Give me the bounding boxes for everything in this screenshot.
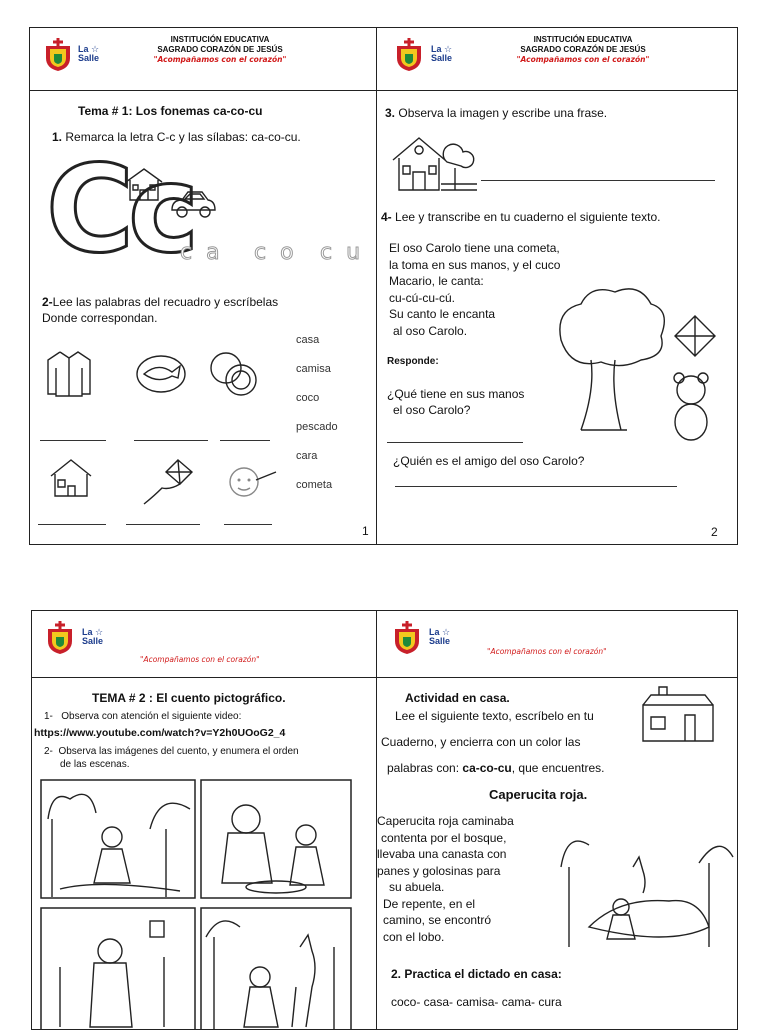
poem-text <box>389 240 560 339</box>
answer-line <box>134 440 208 441</box>
lasalle-logo: La ☆ Salle <box>431 44 453 63</box>
exercise-text: Lee y transcribe en tu cuaderno el siguiente texto. <box>395 210 661 224</box>
story-line: De repente, en el <box>383 896 476 911</box>
bear-tree-illustration <box>551 280 731 450</box>
school-name-line2: SAGRADO CORAZÓN DE JESÚS <box>520 45 646 54</box>
word-list <box>296 326 338 500</box>
step-number: 2- <box>44 746 53 757</box>
respond-label: Responde: <box>387 356 439 367</box>
big-letters-cc: Cc <box>46 141 194 280</box>
step-text-line1: Observa las imágenes del cuento, y enumera el orden <box>58 746 299 757</box>
school-shield-logo <box>395 38 423 72</box>
story-line: su abuela. <box>389 880 445 894</box>
answer-line <box>40 440 106 441</box>
school-name-line1: INSTITUCIÓN EDUCATIVA <box>533 35 633 44</box>
topic-title: Tema # 1: Los fonemas ca-co-cu <box>78 104 263 118</box>
step-1 <box>44 711 241 722</box>
exercise-3 <box>385 106 607 120</box>
exercise-text: Observa la imagen y escribe una frase. <box>398 106 608 120</box>
header-divider <box>377 677 737 678</box>
story-text <box>377 813 514 945</box>
word-item: cometa <box>296 479 333 491</box>
school-header <box>30 28 376 88</box>
answer-line <box>387 442 523 443</box>
story-scene-1 <box>40 779 196 899</box>
school-name-line2: SAGRADO CORAZÓN DE JESÚS <box>157 45 283 54</box>
answer-line <box>38 524 106 525</box>
dictation-words: coco- casa- camisa- cama- cura <box>391 995 562 1009</box>
poem-line: Macario, le canta: <box>389 274 484 288</box>
video-link[interactable]: https://www.youtube.com/watch?v=Y2h0UOoG2_4 <box>34 727 286 739</box>
story-line: contenta por el bosque, <box>381 830 507 845</box>
worksheet-page-3 <box>31 610 377 1030</box>
header-divider <box>30 90 376 91</box>
activity-title: Actividad en casa. <box>405 691 510 705</box>
page-number: 1 <box>362 524 369 538</box>
lasalle-logo: La ☆ Salle <box>82 627 104 646</box>
syllable-ca: ca <box>180 240 234 265</box>
worksheet-page-1 <box>29 27 377 545</box>
question-line: ¿Qué tiene en sus manos <box>387 387 525 401</box>
school-shield-logo <box>393 621 421 655</box>
school-shield-logo <box>44 38 72 72</box>
kite-icon <box>140 458 194 506</box>
story-line: llevaba una canasta con <box>377 847 507 861</box>
word-item: casa <box>296 334 320 346</box>
lasalle-logo: La ☆ Salle <box>429 627 451 646</box>
exercise-number: 2- <box>42 295 53 309</box>
highlight-syllables: ca-co-cu <box>462 761 512 775</box>
step-text: Observa con atención el siguiente video: <box>61 711 242 722</box>
dictation-title: 2. Practica el dictado en casa: <box>391 967 562 981</box>
story-scene-4 <box>200 907 352 1030</box>
answer-line <box>481 180 715 181</box>
story-line: con el lobo. <box>383 929 445 944</box>
story-title: Caperucita roja. <box>489 787 588 802</box>
exercise-4 <box>381 210 661 224</box>
topic-title: TEMA # 2 : El cuento pictográfico. <box>92 691 286 705</box>
school-motto: "Acompañamos con el corazón" <box>516 55 650 64</box>
poem-line: Su canto le encanta <box>389 307 496 321</box>
school-motto: "Acompañamos con el corazón" <box>487 647 607 656</box>
question-1 <box>387 386 524 418</box>
story-line: camino, se encontró <box>383 913 492 927</box>
school-header <box>377 28 737 88</box>
exercise-number: 1. <box>52 130 63 144</box>
story-line: panes y golosinas para <box>377 863 501 878</box>
house-icon <box>641 685 715 743</box>
answer-line <box>220 440 270 441</box>
school-header <box>377 611 737 675</box>
little-red-riding-hood-illustration <box>549 827 735 953</box>
word-item: coco <box>296 392 320 404</box>
exercise-2 <box>42 294 278 326</box>
story-line: Caperucita roja caminaba <box>377 814 514 828</box>
exercise-text: Remarca la letra C-c y las sílabas: ca-co-cu. <box>65 130 301 144</box>
exercise-number: 3. <box>385 106 396 120</box>
exercise-number: 4- <box>381 210 392 224</box>
poem-line: al oso Carolo. <box>393 323 468 338</box>
word-item: pescado <box>296 421 338 433</box>
question-line: el oso Carolo? <box>393 403 471 417</box>
lasalle-logo: La ☆ Salle <box>78 44 100 63</box>
poem-line: El oso Carolo tiene una cometa, <box>389 241 560 255</box>
school-motto: "Acompañamos con el corazón" <box>140 655 260 664</box>
question-2: ¿Quién es el amigo del oso Carolo? <box>393 454 585 468</box>
exercise-text-line2: Donde correspondan. <box>42 311 158 325</box>
fish-plate-icon <box>134 350 188 396</box>
instruction-line1: Lee el siguiente texto, escríbelo en tu <box>395 709 594 723</box>
step-2 <box>44 745 299 771</box>
page-number: 2 <box>711 525 718 539</box>
worksheet-page-4 <box>376 610 738 1030</box>
header-divider <box>377 90 737 91</box>
house-icon <box>122 166 166 202</box>
step-number: 1- <box>44 711 53 722</box>
answer-line <box>224 524 272 525</box>
face-icon <box>222 460 278 510</box>
school-name-line1: INSTITUCIÓN EDUCATIVA <box>170 35 270 44</box>
word-item: camisa <box>296 363 331 375</box>
word-item: cara <box>296 450 318 462</box>
syllable-co: co <box>254 240 308 265</box>
exercise-text-line1: Lee las palabras del recuadro y escríbelas <box>52 295 279 309</box>
story-scene-2 <box>200 779 352 899</box>
answer-line <box>126 524 200 525</box>
step-text-line2: de las escenas. <box>60 759 130 770</box>
house-icon <box>48 456 94 500</box>
syllable-cu: cu <box>320 240 375 265</box>
house-tree-icon <box>389 132 479 194</box>
header-divider <box>32 677 376 678</box>
poem-line: la toma en sus manos, y el cuco <box>389 257 561 272</box>
story-scene-3 <box>40 907 196 1030</box>
school-shield-logo <box>46 621 74 655</box>
coconut-icon <box>206 348 260 400</box>
poem-line: cu-cú-cu-cú. <box>389 290 456 305</box>
instruction-line3: palabras con: ca-co-cu, que encuentres. <box>387 761 605 775</box>
shirt-icon <box>44 348 94 398</box>
answer-line <box>395 486 677 487</box>
car-icon <box>168 186 218 222</box>
school-motto: "Acompañamos con el corazón" <box>153 55 287 64</box>
worksheet-page-2 <box>376 27 738 545</box>
instruction-line2: Cuaderno, y encierra con un color las <box>381 735 581 749</box>
school-header <box>32 611 376 675</box>
